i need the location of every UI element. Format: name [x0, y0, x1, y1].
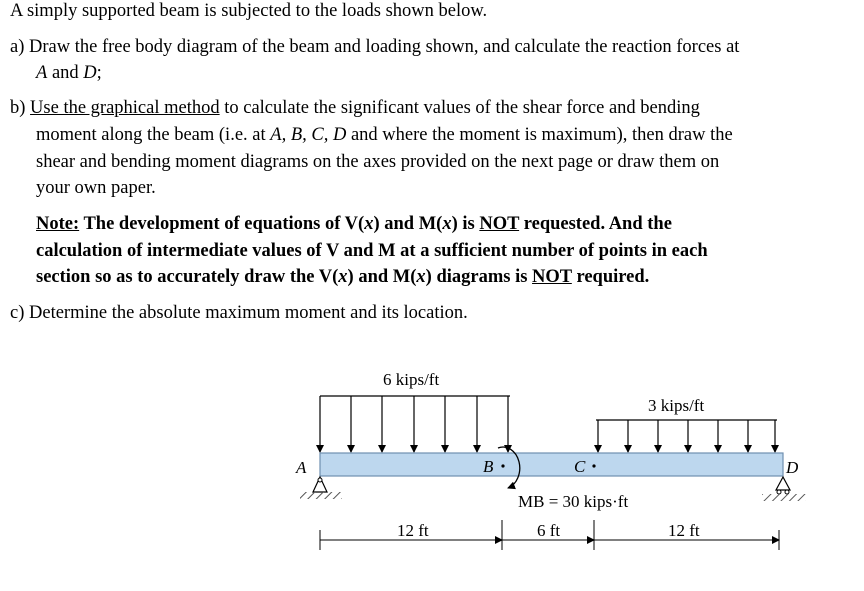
dim-label-3: 12 ft: [668, 521, 700, 540]
part-a-label: a): [10, 37, 25, 57]
moment-label: MB = 30 kips·ft: [518, 492, 629, 511]
part-a-line2: A and D;: [36, 63, 102, 83]
beam: [320, 453, 783, 476]
part-b-line2: moment along the beam (i.e. at A, B, C, D and where the moment is maximum), then draw the: [36, 125, 733, 145]
point-b-label: B: [483, 457, 494, 476]
graphical-method-text: Use the graphical method: [30, 98, 220, 118]
part-b-label: b): [10, 98, 26, 118]
point-c-dot: [592, 464, 595, 467]
point-b-dot: [501, 464, 504, 467]
dim-label-2: 6 ft: [537, 521, 561, 540]
note-line2: calculation of intermediate values of V and M at a sufficient number of points in each: [36, 241, 708, 261]
roller-support-d: [762, 477, 806, 501]
point-d-label: D: [786, 458, 799, 477]
intro-text: A simply supported beam is subjected to the loads shown below.: [10, 1, 488, 21]
point-a-label: A: [296, 458, 307, 477]
note-label: Note:: [36, 214, 80, 234]
part-a-text: Draw the free body diagram of the beam and loading shown, and calculate the reaction forces at: [29, 37, 740, 57]
load-label-6: 6 kips/ft: [383, 370, 440, 389]
pin-support-a: [300, 477, 342, 499]
part-c-text: Determine the absolute maximum moment and its location.: [29, 303, 468, 323]
part-b-line4: your own paper.: [36, 178, 156, 198]
note-line1: Note: The development of equations of V(x) and M(x) is NOT requested. And the: [36, 214, 672, 234]
part-b-line3: shear and bending moment diagrams on the axes provided on the next page or draw them on: [36, 152, 720, 172]
part-b: b) Use the graphical method to calculate the significant values of the shear force and bending: [10, 98, 700, 118]
part-c-label: c): [10, 303, 25, 323]
load-label-3: 3 kips/ft: [648, 396, 705, 415]
distributed-load-3: [596, 396, 777, 452]
dimension-lines: [320, 520, 779, 550]
point-c-label: C: [574, 457, 586, 476]
distributed-load-6: [320, 370, 510, 452]
note-line3: section so as to accurately draw the V(x) and M(x) diagrams is NOT required.: [36, 267, 650, 287]
dim-label-1: 12 ft: [397, 521, 429, 540]
